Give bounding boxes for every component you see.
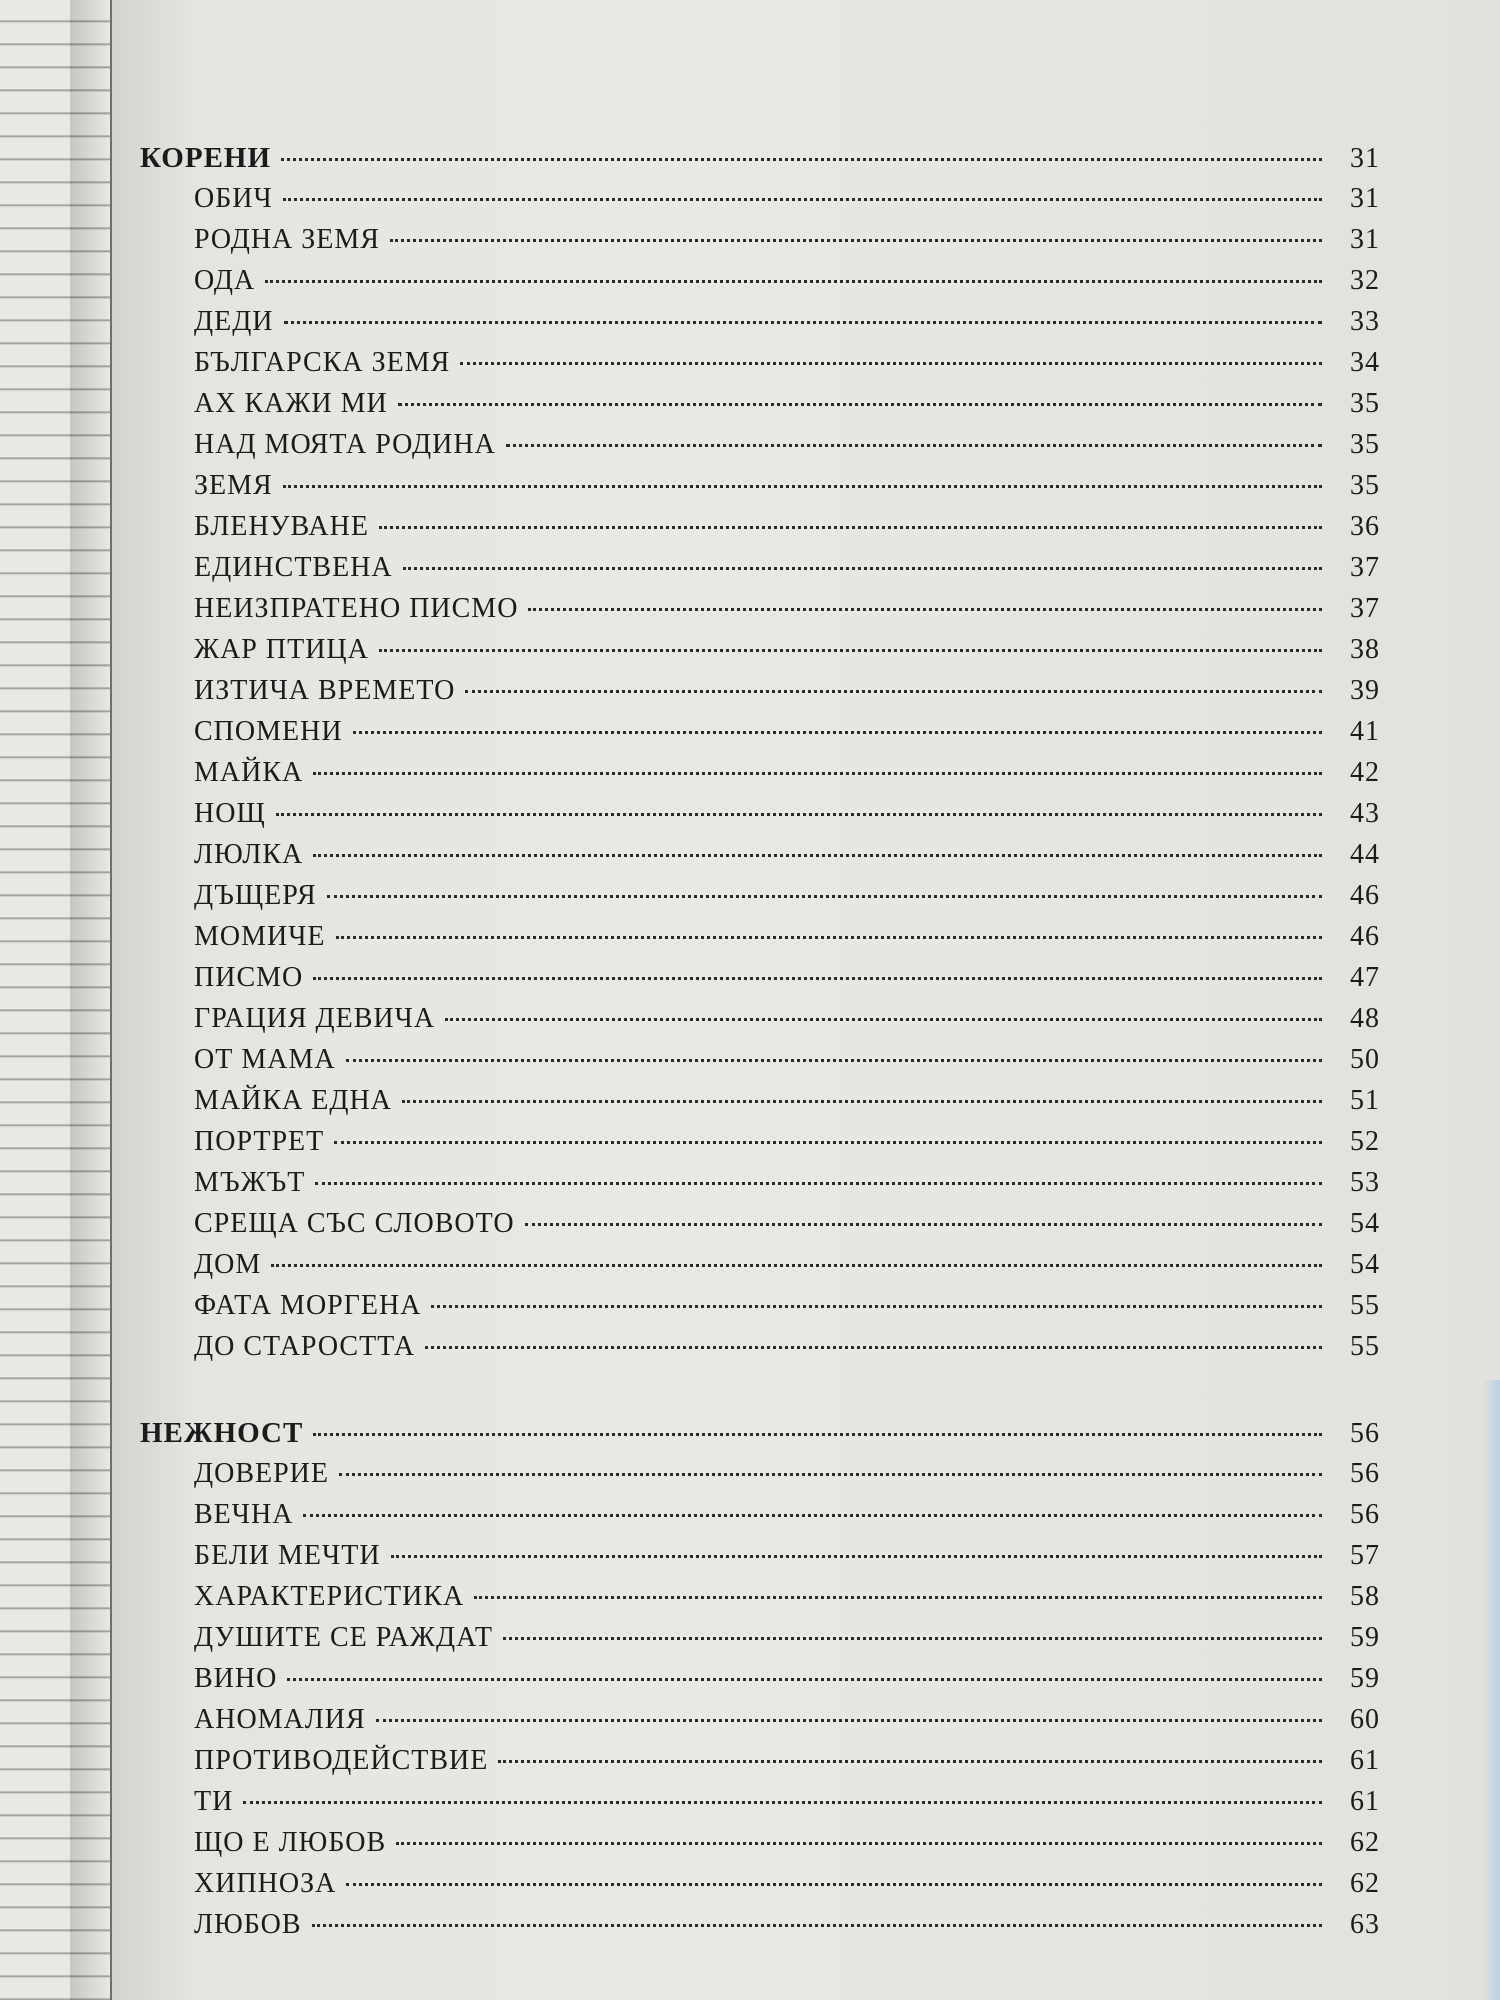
entry-page-number: 38 xyxy=(1350,634,1380,665)
entry-page-number: 31 xyxy=(1350,183,1380,214)
dot-leader xyxy=(376,1719,1322,1722)
dot-leader xyxy=(346,1883,1322,1886)
toc-entry xyxy=(194,424,1380,465)
entry-page-number: 62 xyxy=(1350,1868,1380,1899)
toc-entry xyxy=(194,301,1380,342)
entry-title: БЪЛГАРСКА ЗЕМЯ xyxy=(194,347,451,378)
toc-entry xyxy=(194,1658,1380,1699)
entry-title: ВИНО xyxy=(194,1663,278,1694)
dot-leader xyxy=(281,158,1322,161)
entry-title: БЕЛИ МЕЧТИ xyxy=(194,1540,381,1571)
toc-entry xyxy=(194,547,1380,588)
toc-entry xyxy=(194,1617,1380,1658)
dot-leader xyxy=(431,1305,1322,1308)
entry-page-number: 35 xyxy=(1350,388,1380,419)
entry-title: ЩО Е ЛЮБОВ xyxy=(194,1827,387,1858)
toc-entry xyxy=(194,1203,1380,1244)
toc-entry xyxy=(194,178,1380,219)
entry-title: ДУШИТЕ СЕ РАЖДАТ xyxy=(194,1622,493,1653)
section-title: КОРЕНИ xyxy=(140,142,272,174)
dot-leader xyxy=(283,198,1322,201)
toc-entry xyxy=(194,342,1380,383)
toc-entry xyxy=(194,1453,1380,1494)
entry-page-number: 54 xyxy=(1350,1208,1380,1239)
entry-page-number: 55 xyxy=(1350,1290,1380,1321)
toc-entry xyxy=(194,1121,1380,1162)
spine-shadow xyxy=(70,0,110,2000)
entry-title: ДОМ xyxy=(194,1249,262,1280)
entry-page-number: 63 xyxy=(1350,1909,1380,1940)
section-page-number: 56 xyxy=(1350,1418,1380,1449)
dot-leader xyxy=(396,1842,1322,1845)
dot-leader xyxy=(339,1473,1322,1476)
toc-entry xyxy=(194,998,1380,1039)
toc-entry xyxy=(194,1699,1380,1740)
dot-leader xyxy=(403,567,1322,570)
entry-page-number: 59 xyxy=(1350,1622,1380,1653)
section-heading xyxy=(140,138,1380,178)
entry-title: НОЩ xyxy=(194,798,266,829)
section-page-number: 31 xyxy=(1350,143,1380,174)
dot-leader xyxy=(312,1924,1322,1927)
dot-leader xyxy=(391,1555,1322,1558)
entry-page-number: 43 xyxy=(1350,798,1380,829)
entry-page-number: 33 xyxy=(1350,306,1380,337)
toc-entry xyxy=(194,957,1380,998)
entry-title: ПИСМО xyxy=(194,962,304,993)
entry-title: ДЕДИ xyxy=(194,306,274,337)
entry-page-number: 35 xyxy=(1350,470,1380,501)
entry-title: ПРОТИВОДЕЙСТВИЕ xyxy=(194,1745,489,1776)
entry-page-number: 37 xyxy=(1350,552,1380,583)
entry-page-number: 54 xyxy=(1350,1249,1380,1280)
dot-leader xyxy=(313,772,1322,775)
dot-leader xyxy=(528,608,1322,611)
entry-page-number: 44 xyxy=(1350,839,1380,870)
entry-title: ЕДИНСТВЕНА xyxy=(194,552,393,583)
toc-entry xyxy=(194,383,1380,424)
dot-leader xyxy=(271,1264,1322,1267)
dot-leader xyxy=(334,1141,1322,1144)
dot-leader xyxy=(276,813,1322,816)
dot-leader xyxy=(379,526,1322,529)
entry-title: МЪЖЪТ xyxy=(194,1167,306,1198)
dot-leader xyxy=(315,1182,1322,1185)
entry-page-number: 52 xyxy=(1350,1126,1380,1157)
toc-entry xyxy=(194,1244,1380,1285)
dot-leader xyxy=(445,1018,1322,1021)
table-of-contents xyxy=(140,138,1380,1945)
entry-title: РОДНА ЗЕМЯ xyxy=(194,224,380,255)
entry-page-number: 36 xyxy=(1350,511,1380,542)
dot-leader xyxy=(327,895,1322,898)
entry-title: НАД МОЯТА РОДИНА xyxy=(194,429,496,460)
toc-entry xyxy=(194,1822,1380,1863)
entry-page-number: 61 xyxy=(1350,1745,1380,1776)
entry-page-number: 53 xyxy=(1350,1167,1380,1198)
entry-page-number: 48 xyxy=(1350,1003,1380,1034)
entry-page-number: 42 xyxy=(1350,757,1380,788)
dot-leader xyxy=(303,1514,1322,1517)
dot-leader xyxy=(465,690,1322,693)
dot-leader xyxy=(474,1596,1322,1599)
entry-page-number: 31 xyxy=(1350,224,1380,255)
entry-page-number: 41 xyxy=(1350,716,1380,747)
toc-entry xyxy=(194,752,1380,793)
toc-entry xyxy=(194,260,1380,301)
entry-title: ЛЮБОВ xyxy=(194,1909,302,1940)
entry-title: МАЙКА xyxy=(194,757,304,788)
entry-page-number: 59 xyxy=(1350,1663,1380,1694)
entry-title: ДО СТАРОСТТА xyxy=(194,1331,416,1362)
entry-title: ЗЕМЯ xyxy=(194,470,273,501)
section-heading xyxy=(140,1413,1380,1453)
toc-entry xyxy=(194,793,1380,834)
entry-title: ТИ xyxy=(194,1786,234,1817)
entry-title: СРЕЩА СЪС СЛОВОТО xyxy=(194,1208,515,1239)
toc-entry xyxy=(194,629,1380,670)
entry-page-number: 57 xyxy=(1350,1540,1380,1571)
entry-title: ХИПНОЗА xyxy=(194,1868,337,1899)
dot-leader xyxy=(525,1223,1322,1226)
dot-leader xyxy=(313,977,1322,980)
entry-title: ПОРТРЕТ xyxy=(194,1126,325,1157)
entry-title: ЛЮЛКА xyxy=(194,839,304,870)
toc-entry xyxy=(194,1535,1380,1576)
dot-leader xyxy=(313,1433,1322,1436)
toc-entry xyxy=(194,670,1380,711)
entry-title: АНОМАЛИЯ xyxy=(194,1704,366,1735)
dot-leader xyxy=(313,854,1322,857)
entry-title: АХ КАЖИ МИ xyxy=(194,388,388,419)
entry-page-number: 60 xyxy=(1350,1704,1380,1735)
toc-entry xyxy=(194,1740,1380,1781)
toc-entry xyxy=(194,465,1380,506)
toc-entry xyxy=(194,1285,1380,1326)
entry-page-number: 46 xyxy=(1350,880,1380,911)
entry-title: ОБИЧ xyxy=(194,183,273,214)
entry-page-number: 50 xyxy=(1350,1044,1380,1075)
entry-title: ВЕЧНА xyxy=(194,1499,294,1530)
entry-title: БЛЕНУВАНЕ xyxy=(194,511,369,542)
entry-title: ФАТА МОРГЕНА xyxy=(194,1290,422,1321)
dot-leader xyxy=(402,1100,1322,1103)
entry-page-number: 62 xyxy=(1350,1827,1380,1858)
toc-entry xyxy=(194,1904,1380,1945)
entry-page-number: 56 xyxy=(1350,1458,1380,1489)
dot-leader xyxy=(506,444,1322,447)
toc-entry xyxy=(194,1863,1380,1904)
dot-leader xyxy=(390,239,1322,242)
entry-page-number: 61 xyxy=(1350,1786,1380,1817)
entry-title: ХАРАКТЕРИСТИКА xyxy=(194,1581,465,1612)
dot-leader xyxy=(498,1760,1322,1763)
dot-leader xyxy=(460,362,1322,365)
toc-entry xyxy=(194,506,1380,547)
toc-entry xyxy=(194,219,1380,260)
entry-page-number: 51 xyxy=(1350,1085,1380,1116)
dot-leader xyxy=(265,280,1322,283)
entry-title: ДОВЕРИЕ xyxy=(194,1458,329,1489)
toc-entry xyxy=(194,1162,1380,1203)
toc-entry xyxy=(194,1781,1380,1822)
toc-entry xyxy=(194,834,1380,875)
entry-page-number: 35 xyxy=(1350,429,1380,460)
dot-leader xyxy=(283,485,1322,488)
entry-title: ДЪЩЕРЯ xyxy=(194,880,317,911)
dot-leader xyxy=(346,1059,1322,1062)
entry-page-number: 58 xyxy=(1350,1581,1380,1612)
toc-entry xyxy=(194,875,1380,916)
entry-page-number: 37 xyxy=(1350,593,1380,624)
entry-title: ОТ МАМА xyxy=(194,1044,336,1075)
toc-entry xyxy=(194,1080,1380,1121)
dot-leader xyxy=(503,1637,1322,1640)
entry-page-number: 39 xyxy=(1350,675,1380,706)
background-edge xyxy=(1482,1380,1500,2000)
toc-entry xyxy=(194,1326,1380,1367)
entry-title: СПОМЕНИ xyxy=(194,716,343,747)
entry-title: ГРАЦИЯ ДЕВИЧА xyxy=(194,1003,436,1034)
dot-leader xyxy=(398,403,1322,406)
dot-leader xyxy=(284,321,1322,324)
entry-page-number: 47 xyxy=(1350,962,1380,993)
dot-leader xyxy=(379,649,1322,652)
toc-entry xyxy=(194,1576,1380,1617)
entry-title: МОМИЧЕ xyxy=(194,921,326,952)
entry-title: МАЙКА ЕДНА xyxy=(194,1085,392,1116)
entry-page-number: 34 xyxy=(1350,347,1380,378)
entry-title: ИЗТИЧА ВРЕМЕТО xyxy=(194,675,456,706)
entry-page-number: 32 xyxy=(1350,265,1380,296)
dot-leader xyxy=(287,1678,1322,1681)
dot-leader xyxy=(353,731,1322,734)
toc-entry xyxy=(194,916,1380,957)
dot-leader xyxy=(243,1801,1322,1804)
entry-title: НЕИЗПРАТЕНО ПИСМО xyxy=(194,593,519,624)
toc-entry xyxy=(194,1494,1380,1535)
toc-entry xyxy=(194,1039,1380,1080)
dot-leader xyxy=(425,1346,1322,1349)
entry-page-number: 56 xyxy=(1350,1499,1380,1530)
entry-title: ЖАР ПТИЦА xyxy=(194,634,369,665)
toc-entry xyxy=(194,711,1380,752)
section-gap xyxy=(140,1367,1380,1413)
entry-title: ОДА xyxy=(194,265,256,296)
dot-leader xyxy=(336,936,1322,939)
entry-page-number: 55 xyxy=(1350,1331,1380,1362)
entry-page-number: 46 xyxy=(1350,921,1380,952)
toc-entry xyxy=(194,588,1380,629)
section-title: НЕЖНОСТ xyxy=(140,1417,304,1449)
